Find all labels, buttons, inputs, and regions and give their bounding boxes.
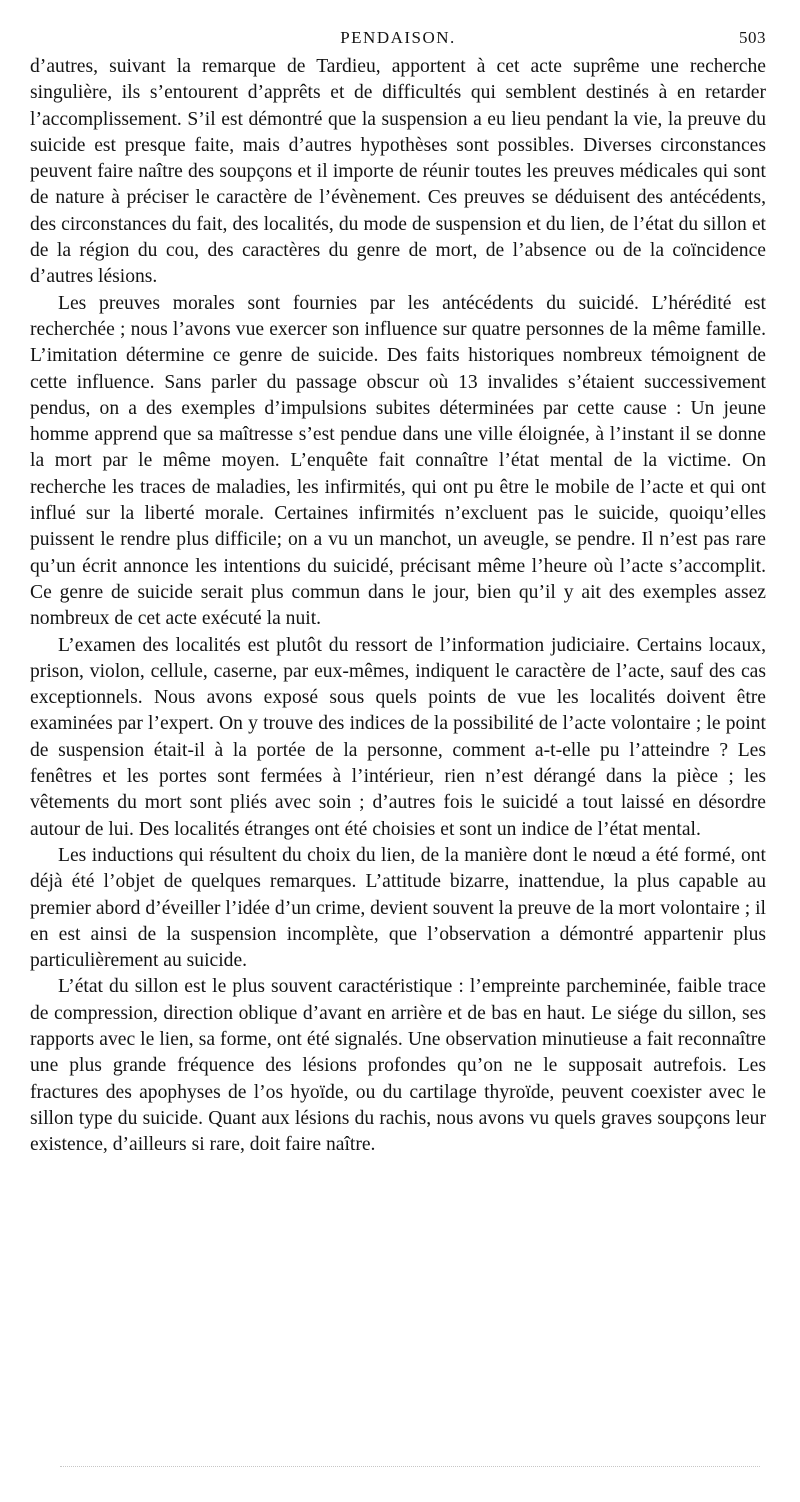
- paragraph-ligature: Les inductions qui résultent du choix du lien, de la manière dont le nœud a été formé, ont déjà été l’objet de quelques remarques. L’attitude bizarre, inattendue, la plus capable au premier abord d’éveiller l’idée d’un crime, devient souvent la preuve de la mort volontaire ; il en est ainsi de la suspension incomplète, que l’observation a démontré appartenir plus particulièrement au suicide.: [30, 844, 766, 972]
- book-page: [30, 28, 766, 1158]
- running-title: PENDAISON.: [340, 28, 456, 47]
- paragraph-furrow: L’état du sillon est le plus souvent caractéristique : l’empreinte parcheminée, faible trace de compression, direction oblique d’avant en arrière et de bas en haut. Le siége du sillon, ses rapports avec le lien, sa forme, ont été signalés. Une observation minutieuse a fait reconnaître une plus grande fréquence des lésions profondes qu’on ne le supposait autrefois. Les fractures des apophyses de l’os hyoïde, ou du cartilage thyroïde, peuvent coexister avec le sillon type du suicide. Quant aux lésions du rachis, nous avons vu quels graves soupçons leur existence, d’ailleurs si rare, doit faire naître.: [30, 976, 766, 1156]
- paragraph-continuation: d’autres, suivant la remarque de Tardieu, apportent à cet acte suprême une recherche singulière, ils s’entourent d’apprêts et de difficultés qui semblent destinés à en retarder l’accomplissement. S’il est démontré que la suspension a eu lieu pendant la vie, la preuve du suicide est presque faite, mais d’autres hypothèses sont possibles. Diverses circonstances peuvent faire naître des soupçons et il importe de réunir toutes les preuves médicales qui sont de nature à préciser le caractère de l’évènement. Ces preuves se déduisent des antécédents, des circonstances du fait, des localités, du mode de suspension et du lien, de l’état du sillon et de la région du cou, des caractères du genre de mort, de l’absence ou de la coïncidence d’autres lésions.: [30, 56, 766, 288]
- running-header: [30, 28, 766, 54]
- paragraph-localities: L’examen des localités est plutôt du ressort de l’information judiciaire. Certains locaux, prison, violon, cellule, caserne, par eux-mêmes, indiquent le caractère de l’acte, sauf des cas exceptionnels. Nous avons exposé sous quels points de vue les localités doivent être examinées par l’expert. On y trouve des indices de la possibilité de l’acte volontaire ; le point de suspension était-il à la portée de la personne, comment a-t-elle pu l’atteindre ? Les fenêtres et les portes sont fermées à l’intérieur, rien n’est dérangé dans la pièce ; les vêtements du mort sont pliés avec soin ; d’autres fois le suicidé a tout laissé en désordre autour de lui. Des localités étranges ont été choisies et sont un indice de l’état mental.: [30, 634, 766, 840]
- paragraph-moral-evidence: Les preuves morales sont fournies par les antécédents du suicidé. L’hérédité est recherchée ; nous l’avons vue exercer son influence sur quatre personnes de la même famille. L’imitation détermine ce genre de suicide. Des faits historiques nombreux témoignent de cette influence. Sans parler du passage obscur où 13 invalides s’étaient successivement pendus, on a des exemples d’impulsions subites déterminées par cette cause : Un jeune homme apprend que sa maîtresse s’est pendue dans une ville éloignée, à l’instant il se donne la mort par le même moyen. L’enquête fait connaître l’état mental de la victime. On recherche les traces de maladies, les infirmités, qui ont pu être le mobile de l’acte et qui ont influé sur la liberté morale. Certaines infirmités n’excluent pas le suicide, quoiqu’elles puissent le rendre plus difficile; on a vu un manchot, un aveugle, se pendre. Il n’est pas rare qu’un écrit annonce les intentions du suicidé, précisant même l’heure où l’acte s’accomplit. Ce genre de suicide serait plus commun dans le jour, bien qu’il y ait des exemples assez nombreux de cet acte exécuté la nuit.: [30, 292, 766, 630]
- body-text: [30, 54, 766, 1158]
- page-number: 503: [739, 28, 766, 47]
- scan-artifact-marks: [60, 1466, 760, 1471]
